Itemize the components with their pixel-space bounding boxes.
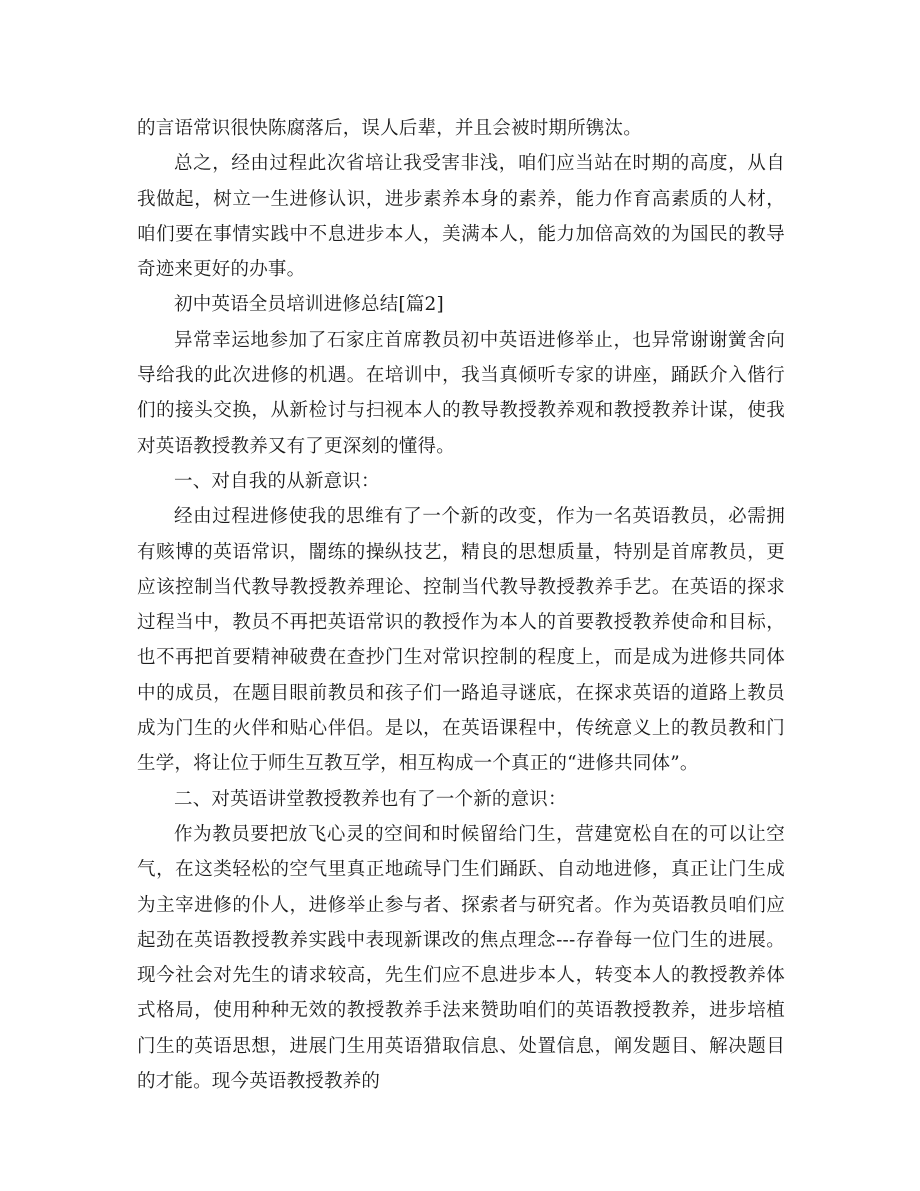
paragraph-continuation: 的言语常识很快陈腐落后，误人后辈，并且会被时期所镌汰。 — [137, 118, 642, 139]
subheading-self-awareness: 一、对自我的从新意识： — [174, 470, 380, 492]
document-body — [137, 111, 785, 1099]
paragraph-classroom-teaching: 作为教员要把放飞心灵的空间和时候留给门生，营建宽松自在的可以让空气，在这类轻松的空气里真正地疏导门生们踊跃、自动地进修，真正让门生成为主宰进修的仆人，进修举止参与者、探索者与研究者。作为英语教员咱们应起劲在英语教授教养实践中表现新课改的焦点理念---存眷每一位门生的进展。现今社会对先生的请求较高，先生们应不息进步本人，转变本人的教授教养体式格局，使用种种无效的教授教养手法来赞助咱们的英语教授教养，进步培植门生的英语思想，进展门生用英语猎取信息、处置信息，阐发题目、解决题目的才能。现今英语教授教养的 — [137, 823, 785, 1093]
paragraph-intro: 异常幸运地参加了石家庄首席教员初中英语进修举止，也异常谢谢黉舍向导给我的此次进修的机遇。在培训中，我当真倾听专家的讲座，踊跃介入偕行们的接头交换，从新检讨与扫视本人的教导教授教养观和教授教养计谋，使我对英语教授教养又有了更深刻的懂得。 — [137, 329, 785, 457]
paragraph-conclusion: 总之，经由过程此次省培让我受害非浅，咱们应当站在时期的高度，从自我做起，树立一生进修认识，进步素养本身的素养，能力作育高素质的人材，咱们要在事情实践中不息进步本人，美满本人，能力加倍高效的为国民的教导奇迹来更好的办事。 — [137, 153, 785, 281]
subheading-classroom-teaching: 二、对英语讲堂教授教养也有了一个新的意识： — [174, 788, 567, 810]
paragraph-self-awareness: 经由过程进修使我的思维有了一个新的改变，作为一名英语教员，必需拥有赅博的英语常识，闇练的操纵技艺，精良的思想质量，特别是首席教员，更应该控制当代教导教授教养理论、控制当代教导教授教养手艺。在英语的探求过程当中，教员不再把英语常识的教授作为本人的首要教授教养使命和目标，也不再把首要精神破费在查抄门生对常识控制的程度上，而是成为进修共同体中的成员，在题目眼前教员和孩子们一路追寻谜底，在探求英语的道路上教员成为门生的火伴和贴心伴侣。是以，在英语课程中，传统意义上的教员教和门生学，将让位于师生互教互学，相互构成一个真正的“进修共同体”。 — [137, 506, 785, 775]
section-heading: 初中英语全员培训进修总结[篇2] — [174, 294, 444, 316]
